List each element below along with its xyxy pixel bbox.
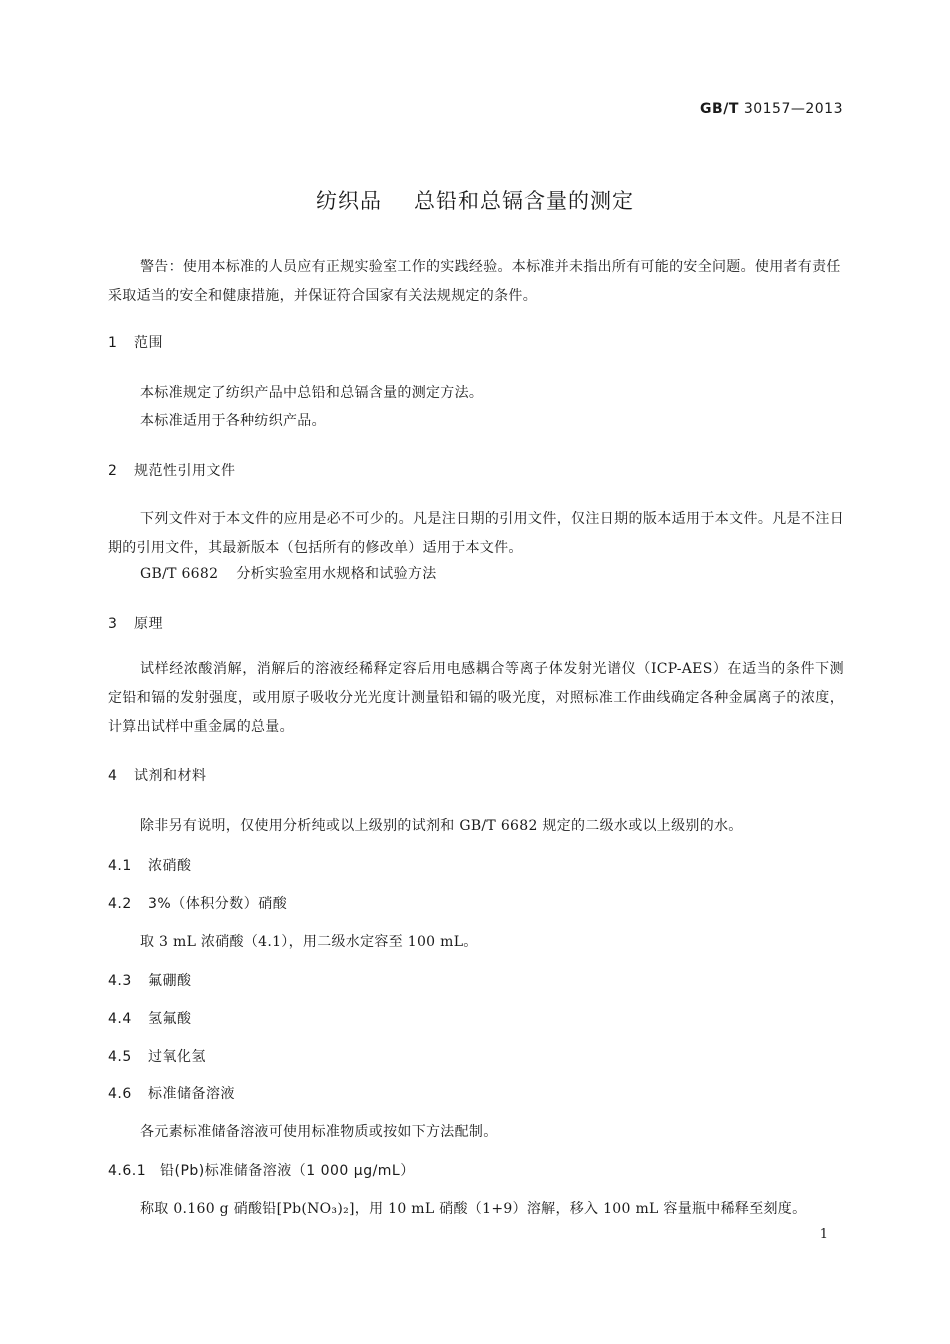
section-4-2-heading: 4.2 3%（体积分数）硝酸 xyxy=(108,896,288,912)
section-2-heading: 2 规范性引用文件 xyxy=(108,463,236,479)
section-4-3-heading: 4.3 氟硼酸 xyxy=(108,973,192,989)
section-1-paragraph-2: 本标准适用于各种纺织产品。 xyxy=(140,413,326,429)
title-part1: 纺织品 xyxy=(316,189,382,213)
section-4-heading: 4 试剂和材料 xyxy=(108,768,207,784)
standard-number: 30157—2013 xyxy=(743,101,843,117)
page-number: 1 xyxy=(819,1227,828,1242)
section-4-6-1-body: 称取 0.160 g 硝酸铅[Pb(NO₃)₂]，用 10 mL 硝酸（1+9）溶解，移入 100 mL 容量瓶中稀释至刻度。 xyxy=(140,1201,807,1217)
standard-code xyxy=(700,101,843,117)
section-3-paragraph-1: 试样经浓酸消解，消解后的溶液经稀释定容后用电感耦合等离子体发射光谱仪（ICP-AES）在适当的条件下测定铅和镉的发射强度，或用原子吸收分光光度计测量铅和镉的吸光度，对照标准工作曲线确定各种金属离子的浓度，计算出试样中重金属的总量。 xyxy=(108,661,844,735)
section-4-6-1-heading: 4.6.1 铅(Pb)标准储备溶液（1 000 μg/mL） xyxy=(108,1163,415,1179)
normative-reference xyxy=(140,563,437,583)
title-part2: 总铅和总镉含量的测定 xyxy=(414,189,634,213)
reference-code: GB/T 6682 xyxy=(140,566,219,582)
section-3-heading: 3 原理 xyxy=(108,616,163,632)
section-4-2-body: 取 3 mL 浓硝酸（4.1），用二级水定容至 100 mL。 xyxy=(140,934,478,950)
section-4-6-heading: 4.6 标准储备溶液 xyxy=(108,1086,235,1102)
section-1-paragraph-1: 本标准规定了纺织产品中总铅和总镉含量的测定方法。 xyxy=(140,385,484,401)
document-title xyxy=(0,185,950,215)
section-4-paragraph-1: 除非另有说明，仅使用分析纯或以上级别的试剂和 GB/T 6682 规定的二级水或以上级别的水。 xyxy=(140,818,743,834)
section-4-1-heading: 4.1 浓硝酸 xyxy=(108,858,192,874)
standard-prefix: GB/T xyxy=(700,101,739,117)
warning-paragraph: 警告：使用本标准的人员应有正规实验室工作的实践经验。本标准并未指出所有可能的安全问题。使用者有责任采取适当的安全和健康措施，并保证符合国家有关法规规定的条件。 xyxy=(108,259,841,304)
reference-title: 分析实验室用水规格和试验方法 xyxy=(236,566,437,582)
section-2-paragraph-1: 下列文件对于本文件的应用是必不可少的。凡是注日期的引用文件，仅注日期的版本适用于本文件。凡是不注日期的引用文件，其最新版本（包括所有的修改单）适用于本文件。 xyxy=(108,511,844,556)
section-4-6-body: 各元素标准储备溶液可使用标准物质或按如下方法配制。 xyxy=(140,1124,498,1140)
section-1-heading: 1 范围 xyxy=(108,335,163,351)
section-4-5-heading: 4.5 过氧化氢 xyxy=(108,1049,206,1065)
section-4-4-heading: 4.4 氢氟酸 xyxy=(108,1011,192,1027)
